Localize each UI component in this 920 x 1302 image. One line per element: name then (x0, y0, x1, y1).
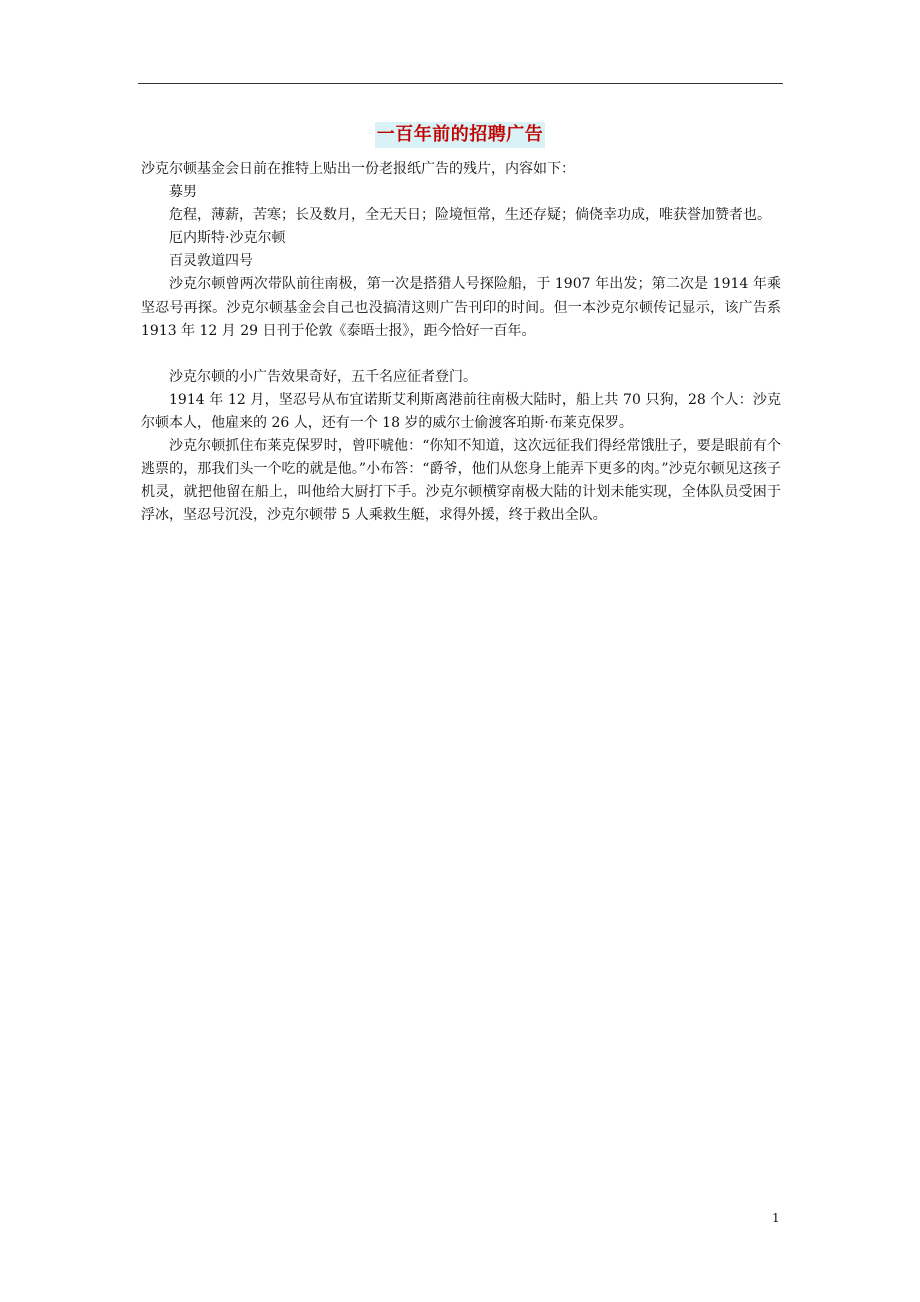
paragraph-voyage: 1914 年 12 月，坚忍号从布宜诺斯艾利斯离港前往南极大陆时，船上共 70 只狗，28 个人：沙克尔顿本人，他雇来的 26 人，还有一个 18 岁的威尔士偷渡客珀斯·布莱克保罗。 (141, 391, 781, 432)
page-number: 1 (772, 1211, 780, 1225)
paragraph-ad-text: 危程，薄薪，苦寒；长及数月，全无天日；险境恒常，生还存疑；倘侥幸功成，唯获誉加赞者也。 (169, 207, 771, 224)
paragraph-history: 沙克尔顿曾两次带队前往南极，第一次是搭猎人号探险船，于 1907 年出发；第二次是 1914 年乘坚忍号再探。沙克尔顿基金会自己也没搞清这则广告刊印的时间。但一本沙克尔顿传记显示，该广告系 1913 年 12 月 29 日刊于伦敦《泰晤士报》，距今恰好一百年。 (141, 276, 781, 339)
paragraph-ad-heading: 募男 (169, 184, 197, 201)
article-body (141, 158, 781, 528)
paragraph-ad-address: 百灵敦道四号 (169, 253, 253, 270)
title-container (0, 122, 920, 148)
paragraph-response: 沙克尔顿的小广告效果奇好，五千名应征者登门。 (169, 368, 477, 385)
paragraph-stowaway: 沙克尔顿抓住布莱克保罗时，曾吓唬他：“你知不知道，这次远征我们得经常饿肚子，要是眼前有个逃票的，那我们头一个吃的就是他。”小布答：“爵爷，他们从您身上能弄下更多的肉。”沙克尔顿见这孩子机灵，就把他留在船上，叫他给大厨打下手。沙克尔顿横穿南极大陆的计划未能实现，全体队员受困于浮冰，坚忍号沉没，沙克尔顿带 5 人乘救生艇，求得外援，终于救出全队。 (141, 438, 781, 524)
paragraph-intro: 沙克尔顿基金会日前在推特上贴出一份老报纸广告的残片，内容如下： (141, 161, 575, 177)
paragraph-ad-signature: 厄内斯特·沙克尔顿 (169, 230, 286, 247)
document-title: 一百年前的招聘广告 (375, 122, 546, 148)
header-rule (138, 83, 783, 84)
blank-line (141, 343, 781, 366)
